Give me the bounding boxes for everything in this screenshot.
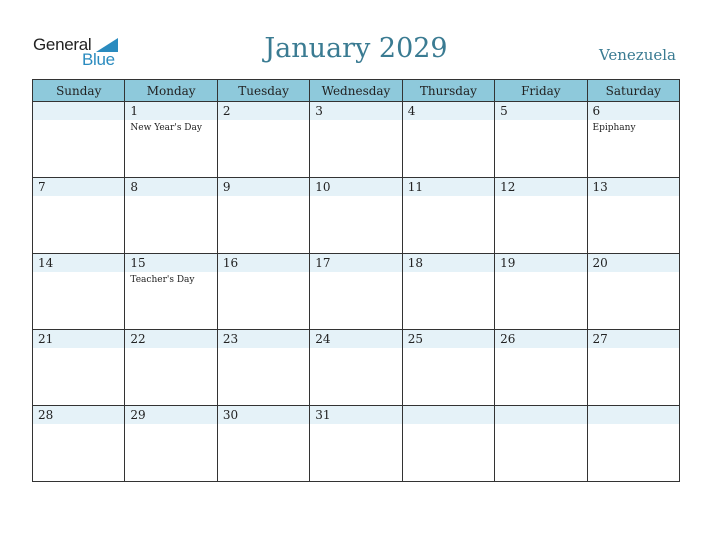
day-cell — [495, 178, 587, 254]
day-number-band — [495, 406, 586, 424]
day-number: 15 — [130, 256, 146, 270]
calendar-title: January 2029 — [264, 33, 448, 64]
day-cell — [310, 102, 402, 178]
day-number-band — [125, 330, 216, 348]
day-number: 29 — [130, 408, 146, 422]
day-cell — [125, 102, 217, 178]
day-number: 31 — [315, 408, 331, 422]
day-number-band — [588, 406, 679, 424]
day-number-band — [403, 330, 494, 348]
day-number-band — [310, 102, 401, 120]
day-cell — [587, 178, 679, 254]
day-number: 2 — [222, 104, 231, 118]
day-cell — [125, 406, 217, 482]
day-cell — [495, 254, 587, 330]
day-cell — [402, 330, 494, 406]
day-number-band — [403, 102, 494, 120]
logo-word-general: General — [33, 35, 92, 54]
day-number: 27 — [592, 332, 608, 346]
day-cell — [125, 178, 217, 254]
week-row — [33, 102, 680, 178]
day-cell — [402, 178, 494, 254]
day-number-band — [588, 178, 679, 196]
day-number: 5 — [500, 104, 508, 118]
holiday-label: Teacher's Day — [130, 275, 195, 285]
day-number-band — [310, 178, 401, 196]
day-number-band — [403, 406, 494, 424]
day-number: 18 — [407, 256, 423, 270]
weekday-header: Wednesday — [310, 80, 402, 102]
day-number: 30 — [222, 408, 239, 422]
day-number-band — [218, 330, 309, 348]
calendar-grid — [32, 79, 680, 482]
day-cell — [587, 254, 679, 330]
day-number: 26 — [500, 332, 516, 346]
day-number-band — [218, 178, 309, 196]
day-number-band — [588, 330, 679, 348]
day-number: 6 — [592, 104, 601, 118]
day-cell — [33, 406, 125, 482]
day-number-band — [495, 102, 586, 120]
week-row — [33, 330, 680, 406]
day-number: 3 — [315, 104, 323, 118]
week-row — [33, 406, 680, 482]
day-number: 25 — [407, 332, 423, 346]
day-cell — [217, 406, 309, 482]
weekday-header: Saturday — [587, 80, 679, 102]
day-number: 10 — [315, 180, 331, 194]
day-number: 19 — [500, 256, 516, 270]
day-cell — [217, 102, 309, 178]
day-number: 12 — [500, 180, 516, 194]
holiday-label: New Year's Day — [130, 123, 202, 133]
day-cell — [33, 178, 125, 254]
day-cell — [33, 330, 125, 406]
day-number: 28 — [38, 408, 54, 422]
day-number: 8 — [130, 180, 139, 194]
day-number: 21 — [38, 332, 54, 346]
weekday-header: Tuesday — [217, 80, 309, 102]
day-number: 4 — [407, 104, 416, 118]
day-number: 11 — [407, 180, 423, 194]
day-cell — [495, 406, 587, 482]
day-number: 1 — [130, 104, 139, 118]
day-number: 16 — [222, 256, 239, 270]
day-number-band — [125, 102, 216, 120]
holiday-label: Epiphany — [592, 123, 636, 133]
day-number-band — [218, 254, 309, 272]
day-number: 20 — [592, 256, 608, 270]
day-number-band — [310, 254, 401, 272]
day-cell — [587, 102, 679, 178]
day-number: 9 — [222, 180, 231, 194]
day-number: 7 — [38, 180, 46, 194]
day-number-band — [33, 254, 124, 272]
day-cell — [217, 178, 309, 254]
day-number-band — [33, 178, 124, 196]
day-cell — [587, 406, 679, 482]
day-number-band — [125, 178, 216, 196]
day-number-band — [310, 406, 401, 424]
day-number-band — [495, 254, 586, 272]
day-cell — [495, 330, 587, 406]
day-number-band — [218, 406, 309, 424]
day-cell — [402, 406, 494, 482]
day-cell — [402, 102, 494, 178]
weekday-header: Thursday — [402, 80, 494, 102]
weekday-header: Friday — [495, 80, 587, 102]
day-number: 17 — [315, 256, 331, 270]
day-number-band — [310, 330, 401, 348]
day-number-band — [495, 330, 586, 348]
day-number-band — [588, 102, 679, 120]
day-number-band — [125, 406, 216, 424]
day-cell — [402, 254, 494, 330]
day-number-band — [495, 178, 586, 196]
day-cell — [125, 330, 217, 406]
weekday-header: Monday — [125, 80, 217, 102]
day-cell — [125, 254, 217, 330]
day-cell — [495, 102, 587, 178]
day-cell — [217, 254, 309, 330]
day-cell — [33, 102, 125, 178]
day-number-band — [125, 254, 216, 272]
day-number-band — [403, 178, 494, 196]
day-cell — [587, 330, 679, 406]
day-cell — [310, 406, 402, 482]
day-number-band — [33, 330, 124, 348]
day-number-band — [33, 406, 124, 424]
day-number: 24 — [315, 332, 331, 346]
day-cell — [310, 254, 402, 330]
day-cell — [217, 330, 309, 406]
day-number-band — [33, 102, 124, 120]
day-number-band — [403, 254, 494, 272]
day-number: 22 — [130, 332, 146, 346]
day-number-band — [588, 254, 679, 272]
country-name: Venezuela — [598, 46, 676, 64]
day-number: 23 — [222, 332, 239, 346]
day-cell — [310, 330, 402, 406]
day-cell — [33, 254, 125, 330]
weekday-header-row — [33, 80, 680, 102]
day-cell — [310, 178, 402, 254]
week-row — [33, 178, 680, 254]
weekday-header: Sunday — [33, 80, 125, 102]
logo-word-blue: Blue — [82, 50, 115, 69]
day-number-band — [218, 102, 309, 120]
day-number: 14 — [38, 256, 54, 270]
week-row — [33, 254, 680, 330]
day-number: 13 — [592, 180, 608, 194]
